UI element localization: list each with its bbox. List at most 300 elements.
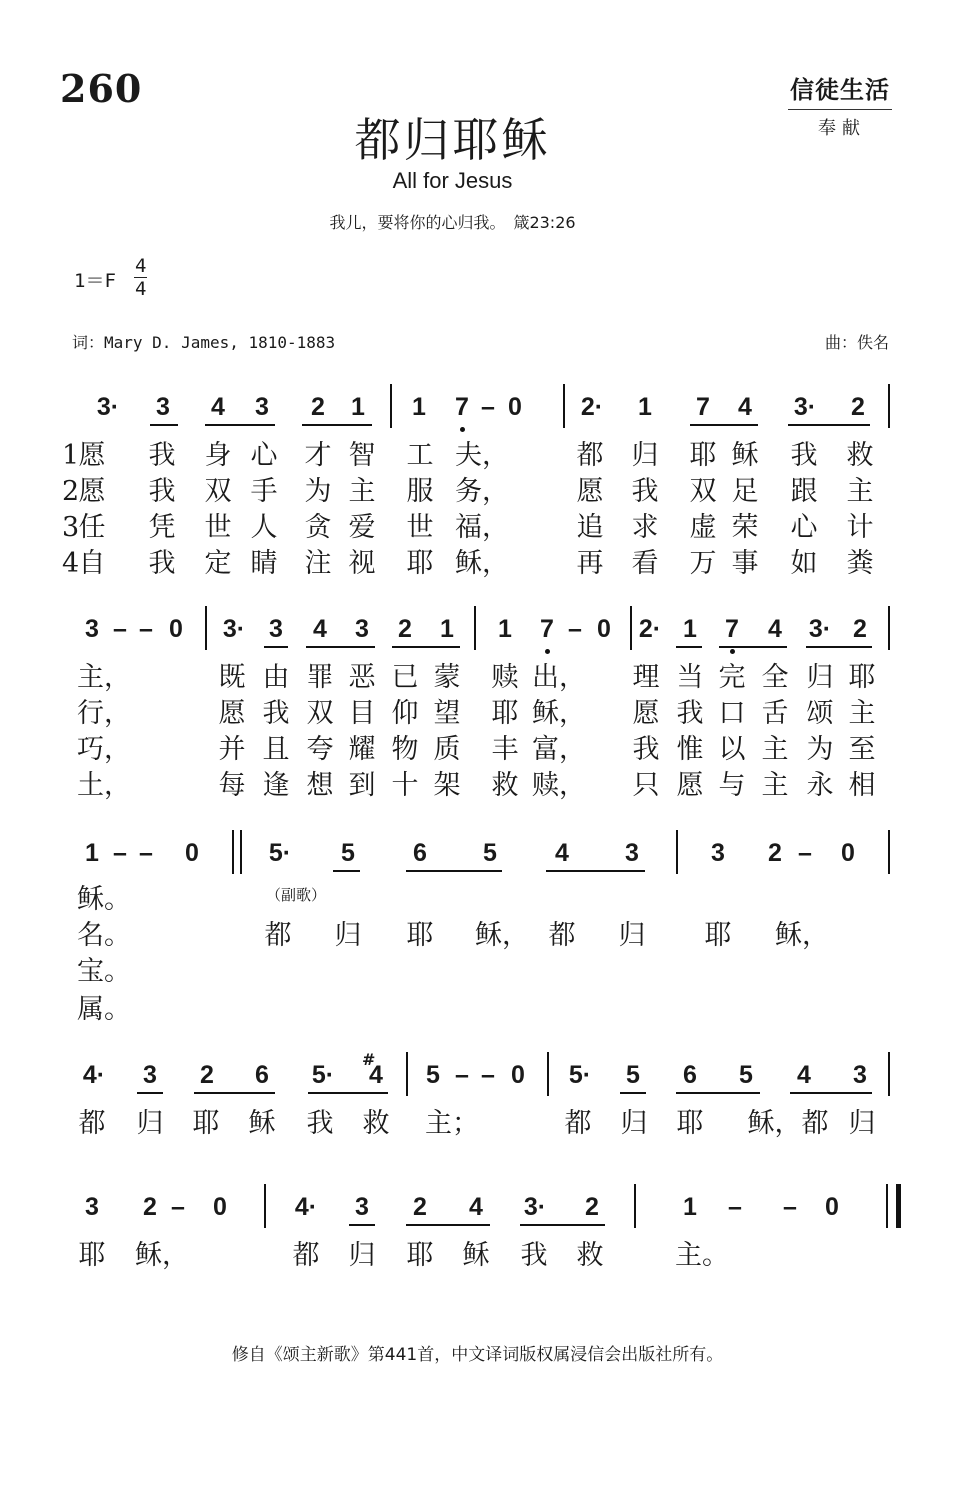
lyric-syllable: 愿: [78, 440, 106, 471]
note: 4·: [294, 1193, 318, 1221]
lyric-syllable: 主: [846, 476, 874, 507]
barline: [563, 384, 565, 428]
barline: [888, 830, 890, 874]
beam-underline: [392, 646, 460, 648]
lyric-syllable: 睛: [250, 548, 278, 579]
lyric-line: [0, 1108, 955, 1140]
lyric-line: [0, 548, 955, 580]
barline: [888, 606, 890, 650]
lyric-syllable: 看: [631, 548, 659, 579]
verse-number: 3: [62, 512, 80, 543]
note: 3: [85, 1193, 99, 1221]
category-label: 信徒生活: [788, 70, 892, 110]
notation-row-5: [0, 1192, 955, 1240]
note: –: [798, 839, 812, 867]
lyric-syllable: 追: [576, 512, 604, 543]
double-barline: [232, 830, 242, 874]
barline: [474, 606, 476, 650]
lyric-syllable: 稣，: [475, 920, 529, 951]
lyric-syllable: 手: [250, 476, 278, 507]
beam-underline: [137, 1092, 163, 1094]
lyric-syllable: 颂: [806, 698, 834, 729]
note: 6: [255, 1061, 269, 1089]
beam-underline: [308, 1092, 388, 1094]
beam-underline: [676, 1092, 760, 1094]
note: 5: [739, 1061, 753, 1089]
note: 2: [200, 1061, 214, 1089]
note: 2: [768, 839, 782, 867]
beam-underline: [333, 870, 360, 872]
subcategory-label: 奉献: [818, 118, 866, 139]
note: 3: [255, 393, 269, 421]
note: 3·: [96, 393, 120, 421]
lyric-syllable: 耶: [491, 698, 519, 729]
lyric-syllable: 计: [846, 512, 874, 543]
lyric-syllable: 稣，都: [747, 1108, 829, 1139]
lyric-syllable: 蒙: [433, 662, 461, 693]
note: –: [481, 1061, 495, 1089]
note: 1: [440, 615, 454, 643]
lyric-syllable: 务，: [455, 476, 509, 507]
lyric-syllable: 服: [406, 476, 434, 507]
beam-underline: [520, 1224, 605, 1226]
note: –: [455, 1061, 469, 1089]
note: –: [568, 615, 582, 643]
lyric-syllable: 稣，: [775, 920, 829, 951]
lyric-syllable: 福，: [455, 512, 509, 543]
lyric-syllable: 目: [348, 698, 376, 729]
lyric-syllable: 世: [406, 512, 434, 543]
octave-dot: [545, 649, 550, 654]
lyric-syllable: 救: [846, 440, 874, 471]
lyric-syllable: 我: [790, 440, 818, 471]
note: 0: [508, 393, 522, 421]
lyric-syllable: 都: [564, 1108, 592, 1139]
lyric-syllable: 耶: [848, 662, 876, 693]
barline: [205, 606, 207, 650]
lyric-syllable: 望: [433, 698, 461, 729]
lyric-syllable: 与: [718, 770, 746, 801]
lyric-syllable: 归: [136, 1108, 164, 1139]
lyric-syllable: 注: [304, 548, 332, 579]
beam-underline: [302, 424, 372, 426]
lyric-syllable: 主，: [77, 662, 131, 693]
note: –: [139, 839, 153, 867]
barline: [676, 830, 678, 874]
lyric-syllable: 主: [761, 734, 789, 765]
note: 0: [213, 1193, 227, 1221]
lyric-syllable: 事: [731, 548, 759, 579]
lyric-syllable: 完: [718, 662, 746, 693]
lyric-syllable: 惟: [676, 734, 704, 765]
octave-dot: [460, 427, 465, 432]
note: 4: [768, 615, 782, 643]
lyric-syllable: 都: [264, 920, 292, 951]
verse-number: 2: [62, 476, 80, 507]
lyric-syllable: 愿: [576, 476, 604, 507]
note: 4: [738, 393, 752, 421]
beam-underline: [788, 424, 870, 426]
beam-underline: [194, 1092, 275, 1094]
lyric-syllable: 夸: [306, 734, 334, 765]
lyric-line: [0, 1240, 955, 1272]
note: 2: [311, 393, 325, 421]
lyric-syllable: 我: [306, 1108, 334, 1139]
lyric-syllable: 稣: [248, 1108, 276, 1139]
note: 3·: [523, 1193, 547, 1221]
lyric-syllable: 心: [790, 512, 818, 543]
note: 4: [211, 393, 225, 421]
lyric-syllable: 每: [218, 770, 246, 801]
lyric-syllable: 名。: [77, 920, 131, 951]
lyric-syllable: 罪: [306, 662, 334, 693]
sharp-accidental: #: [362, 1050, 376, 1069]
lyric-syllable: 定: [204, 548, 232, 579]
note: 0: [169, 615, 183, 643]
note: 3: [355, 1193, 369, 1221]
lyric-syllable: 荣: [731, 512, 759, 543]
lyric-syllable: 足: [731, 476, 759, 507]
note: 4: [469, 1193, 483, 1221]
lyric-syllable: 只: [632, 770, 660, 801]
note: –: [783, 1193, 797, 1221]
lyric-syllable: 夫，: [455, 440, 509, 471]
lyric-syllable: 耶: [676, 1108, 704, 1139]
note: 7: [725, 615, 739, 643]
note: 1: [638, 393, 652, 421]
lyric-syllable: 出，: [532, 662, 586, 693]
note: –: [171, 1193, 185, 1221]
lyric-syllable: 舌: [761, 698, 789, 729]
note: 2: [853, 615, 867, 643]
key-signature: 1＝F: [74, 270, 116, 292]
lyric-syllable: 都: [292, 1240, 320, 1271]
lyric-line: [0, 884, 955, 916]
lyric-syllable: 凭: [148, 512, 176, 543]
note: 1: [683, 615, 697, 643]
music-credit: 曲：佚名: [824, 333, 889, 352]
lyric-syllable: 为: [806, 734, 834, 765]
lyric-syllable: 架: [433, 770, 461, 801]
lyric-syllable: 都: [78, 1108, 106, 1139]
lyric-syllable: 耶: [406, 1240, 434, 1271]
lyric-syllable: 双: [306, 698, 334, 729]
note: 1: [498, 615, 512, 643]
note: 4·: [82, 1061, 106, 1089]
lyric-syllable: 归: [620, 1108, 648, 1139]
lyric-syllable: 如: [790, 548, 818, 579]
lyric-line: [0, 920, 955, 952]
note: 2: [398, 615, 412, 643]
lyric-syllable: 身: [204, 440, 232, 471]
lyric-syllable: 主。: [675, 1240, 729, 1271]
lyric-line: [0, 994, 955, 1026]
lyric-syllable: 跟: [790, 476, 818, 507]
lyric-syllable: 为: [304, 476, 332, 507]
double-barline: [886, 1184, 901, 1228]
note: 5·: [568, 1061, 592, 1089]
note: 4: [369, 1061, 383, 1089]
lyric-line: [0, 662, 955, 694]
lyric-syllable: 耶: [78, 1240, 106, 1271]
note: 2·: [638, 615, 662, 643]
lyric-syllable: 归: [334, 920, 362, 951]
lyric-syllable: 视: [348, 548, 376, 579]
time-signature-top: 4: [135, 255, 147, 277]
beam-underline: [406, 870, 502, 872]
note: 0: [597, 615, 611, 643]
lyric-syllable: 稣: [731, 440, 759, 471]
lyric-syllable: 质: [433, 734, 461, 765]
lyric-syllable: 赎: [491, 662, 519, 693]
note: 0: [511, 1061, 525, 1089]
time-signature-bottom: 4: [135, 278, 147, 300]
notation-row-3: [0, 838, 955, 886]
beam-underline: [620, 1092, 646, 1094]
lyric-syllable: 任: [78, 512, 106, 543]
lyric-syllable: 我: [520, 1240, 548, 1271]
lyric-syllable: 人: [250, 512, 278, 543]
lyric-line: [0, 770, 955, 802]
note: –: [481, 393, 495, 421]
lyric-syllable: 都: [576, 440, 604, 471]
beam-underline: [806, 646, 872, 648]
lyric-syllable: 我: [148, 548, 176, 579]
lyric-syllable: 求: [631, 512, 659, 543]
lyric-syllable: 主: [761, 770, 789, 801]
note: 1: [683, 1193, 697, 1221]
lyric-syllable: 万: [689, 548, 717, 579]
lyric-syllable: 理: [632, 662, 660, 693]
lyric-syllable: 由: [262, 662, 290, 693]
barline: [888, 384, 890, 428]
note: 4: [797, 1061, 811, 1089]
lyric-syllable: 全: [761, 662, 789, 693]
note: –: [113, 839, 127, 867]
note: 5: [483, 839, 497, 867]
lyric-syllable: 稣，: [532, 698, 586, 729]
note: 5: [426, 1061, 440, 1089]
lyric-syllable: 世: [204, 512, 232, 543]
lyric-syllable: 仰: [391, 698, 419, 729]
barline: [634, 1184, 636, 1228]
lyric-syllable: 耶: [406, 548, 434, 579]
lyric-syllable: 双: [689, 476, 717, 507]
lyric-syllable: 十: [391, 770, 419, 801]
note: 0: [841, 839, 855, 867]
lyric-syllable: 愿: [78, 476, 106, 507]
octave-dot: [730, 649, 735, 654]
lyric-syllable: 既: [218, 662, 246, 693]
lyric-syllable: 我: [148, 440, 176, 471]
lyric-line: [0, 734, 955, 766]
note: 2: [851, 393, 865, 421]
lyric-syllable: 当: [676, 662, 704, 693]
lyric-syllable: 耶: [704, 920, 732, 951]
lyric-syllable: 到: [348, 770, 376, 801]
beam-underline: [719, 646, 787, 648]
lyric-syllable: 自: [78, 548, 106, 579]
lyric-syllable: 逢: [262, 770, 290, 801]
note: 3·: [222, 615, 246, 643]
note: 3: [355, 615, 369, 643]
lyric-syllable: 我: [262, 698, 290, 729]
note: 5·: [268, 839, 292, 867]
lyric-syllable: 土，: [77, 770, 131, 801]
barline: [547, 1052, 549, 1096]
lyric-syllable: 再: [576, 548, 604, 579]
lyric-syllable: 永: [806, 770, 834, 801]
note: 3·: [793, 393, 817, 421]
note: 0: [825, 1193, 839, 1221]
note: 7: [696, 393, 710, 421]
notation-row-1: [0, 392, 955, 440]
note: 6: [683, 1061, 697, 1089]
verse-number: 4: [62, 548, 80, 579]
lyric-syllable: 耶: [192, 1108, 220, 1139]
lyric-syllable: 且: [262, 734, 290, 765]
verse-number: 1: [62, 440, 80, 471]
barline: [630, 606, 632, 650]
lyric-syllable: 粪: [846, 548, 874, 579]
lyric-syllable: 耶: [689, 440, 717, 471]
note: 3: [85, 615, 99, 643]
lyric-syllable: 已: [391, 662, 419, 693]
lyric-syllable: 归: [348, 1240, 376, 1271]
lyric-syllable: 巧，: [77, 734, 131, 765]
note: –: [139, 615, 153, 643]
lyric-syllable: 愿: [218, 698, 246, 729]
lyric-syllable: 属。: [77, 994, 131, 1025]
note: 4: [313, 615, 327, 643]
lyric-syllable: 双: [204, 476, 232, 507]
note: 2·: [580, 393, 604, 421]
beam-underline: [349, 1224, 375, 1226]
lyric-syllable: 想: [306, 770, 334, 801]
lyric-syllable: 口: [718, 698, 746, 729]
beam-underline: [690, 424, 758, 426]
note: 1: [351, 393, 365, 421]
lyric-syllable: 归: [631, 440, 659, 471]
lyric-syllable: 宝。: [77, 956, 131, 987]
lyric-syllable: 恶: [348, 662, 376, 693]
lyric-syllable: 救: [491, 770, 519, 801]
lyric-syllable: 虚: [689, 512, 717, 543]
lyric-line: [0, 512, 955, 544]
lyric-syllable: 稣，: [455, 548, 509, 579]
note: 1: [85, 839, 99, 867]
barline: [390, 384, 392, 428]
lyric-syllable: 以: [718, 734, 746, 765]
beam-underline: [546, 870, 645, 872]
lyric-syllable: 归: [618, 920, 646, 951]
note: 3: [156, 393, 170, 421]
note: 5·: [311, 1061, 335, 1089]
lyric-syllable: 愿: [676, 770, 704, 801]
note: 0: [185, 839, 199, 867]
note: 2: [585, 1193, 599, 1221]
hymn-number: 260: [60, 66, 143, 111]
lyric-syllable: 愿: [632, 698, 660, 729]
lyric-syllable: 并: [218, 734, 246, 765]
lyric-line: [0, 956, 955, 988]
lyric-syllable: 归: [806, 662, 834, 693]
note: 5: [341, 839, 355, 867]
lyric-line: [0, 440, 955, 472]
lyric-syllable: 相: [848, 770, 876, 801]
lyric-syllable: 稣: [462, 1240, 490, 1271]
beam-underline: [205, 424, 275, 426]
lyric-syllable: 至: [848, 734, 876, 765]
lyric-syllable: 行，: [77, 698, 131, 729]
note: 3: [269, 615, 283, 643]
lyric-syllable: 稣。: [77, 884, 131, 915]
notation-row-4: [0, 1050, 955, 1108]
note: 2: [413, 1193, 427, 1221]
lyric-syllable: 稣，: [135, 1240, 189, 1271]
lyric-syllable: 才: [304, 440, 332, 471]
words-credit: 词：Mary D. James, 1810-1883: [72, 333, 336, 352]
scripture-verse: 我儿，要将你的心归我。 箴23:26: [329, 213, 576, 232]
lyric-syllable: 丰: [491, 734, 519, 765]
beam-underline: [150, 424, 178, 426]
note: 7: [455, 393, 469, 421]
beam-underline: [264, 646, 288, 648]
lyric-syllable: 贪: [304, 512, 332, 543]
lyric-syllable: 物: [391, 734, 419, 765]
barline: [406, 1052, 408, 1096]
barline: [264, 1184, 266, 1228]
note: 3: [143, 1061, 157, 1089]
lyric-syllable: 主: [848, 698, 876, 729]
note: 4: [555, 839, 569, 867]
lyric-syllable: 救: [362, 1108, 390, 1139]
lyric-syllable: 我: [148, 476, 176, 507]
lyric-line: [0, 476, 955, 508]
lyric-syllable: 归: [848, 1108, 876, 1139]
hymn-title-english: All for Jesus: [392, 168, 513, 193]
lyric-syllable: 救: [576, 1240, 604, 1271]
beam-underline: [676, 646, 702, 648]
note: 1: [412, 393, 426, 421]
hymn-title: 都归耶稣: [354, 113, 551, 167]
copyright-footer: 修自《颂主新歌》第441首，中文译词版权属浸信会出版社所有。: [231, 1345, 724, 1365]
lyric-syllable: 我: [631, 476, 659, 507]
lyric-syllable: 心: [250, 440, 278, 471]
notation-row-2: [0, 614, 955, 662]
lyric-syllable: 都: [548, 920, 576, 951]
barline: [888, 1052, 890, 1096]
note: 6: [413, 839, 427, 867]
beam-underline: [790, 1092, 872, 1094]
lyric-syllable: 耶: [406, 920, 434, 951]
lyric-syllable: 富，: [532, 734, 586, 765]
lyric-syllable: 耀: [348, 734, 376, 765]
lyric-syllable: 我: [632, 734, 660, 765]
lyric-syllable: 爱: [348, 512, 376, 543]
note: –: [113, 615, 127, 643]
beam-underline: [306, 646, 375, 648]
lyric-syllable: 赎，: [532, 770, 586, 801]
lyric-syllable: 我: [676, 698, 704, 729]
note: –: [728, 1193, 742, 1221]
note: 3: [711, 839, 725, 867]
note: 3: [625, 839, 639, 867]
note: 5: [626, 1061, 640, 1089]
note: 3: [853, 1061, 867, 1089]
lyric-syllable: 智: [348, 440, 376, 471]
lyric-syllable: 主: [348, 476, 376, 507]
